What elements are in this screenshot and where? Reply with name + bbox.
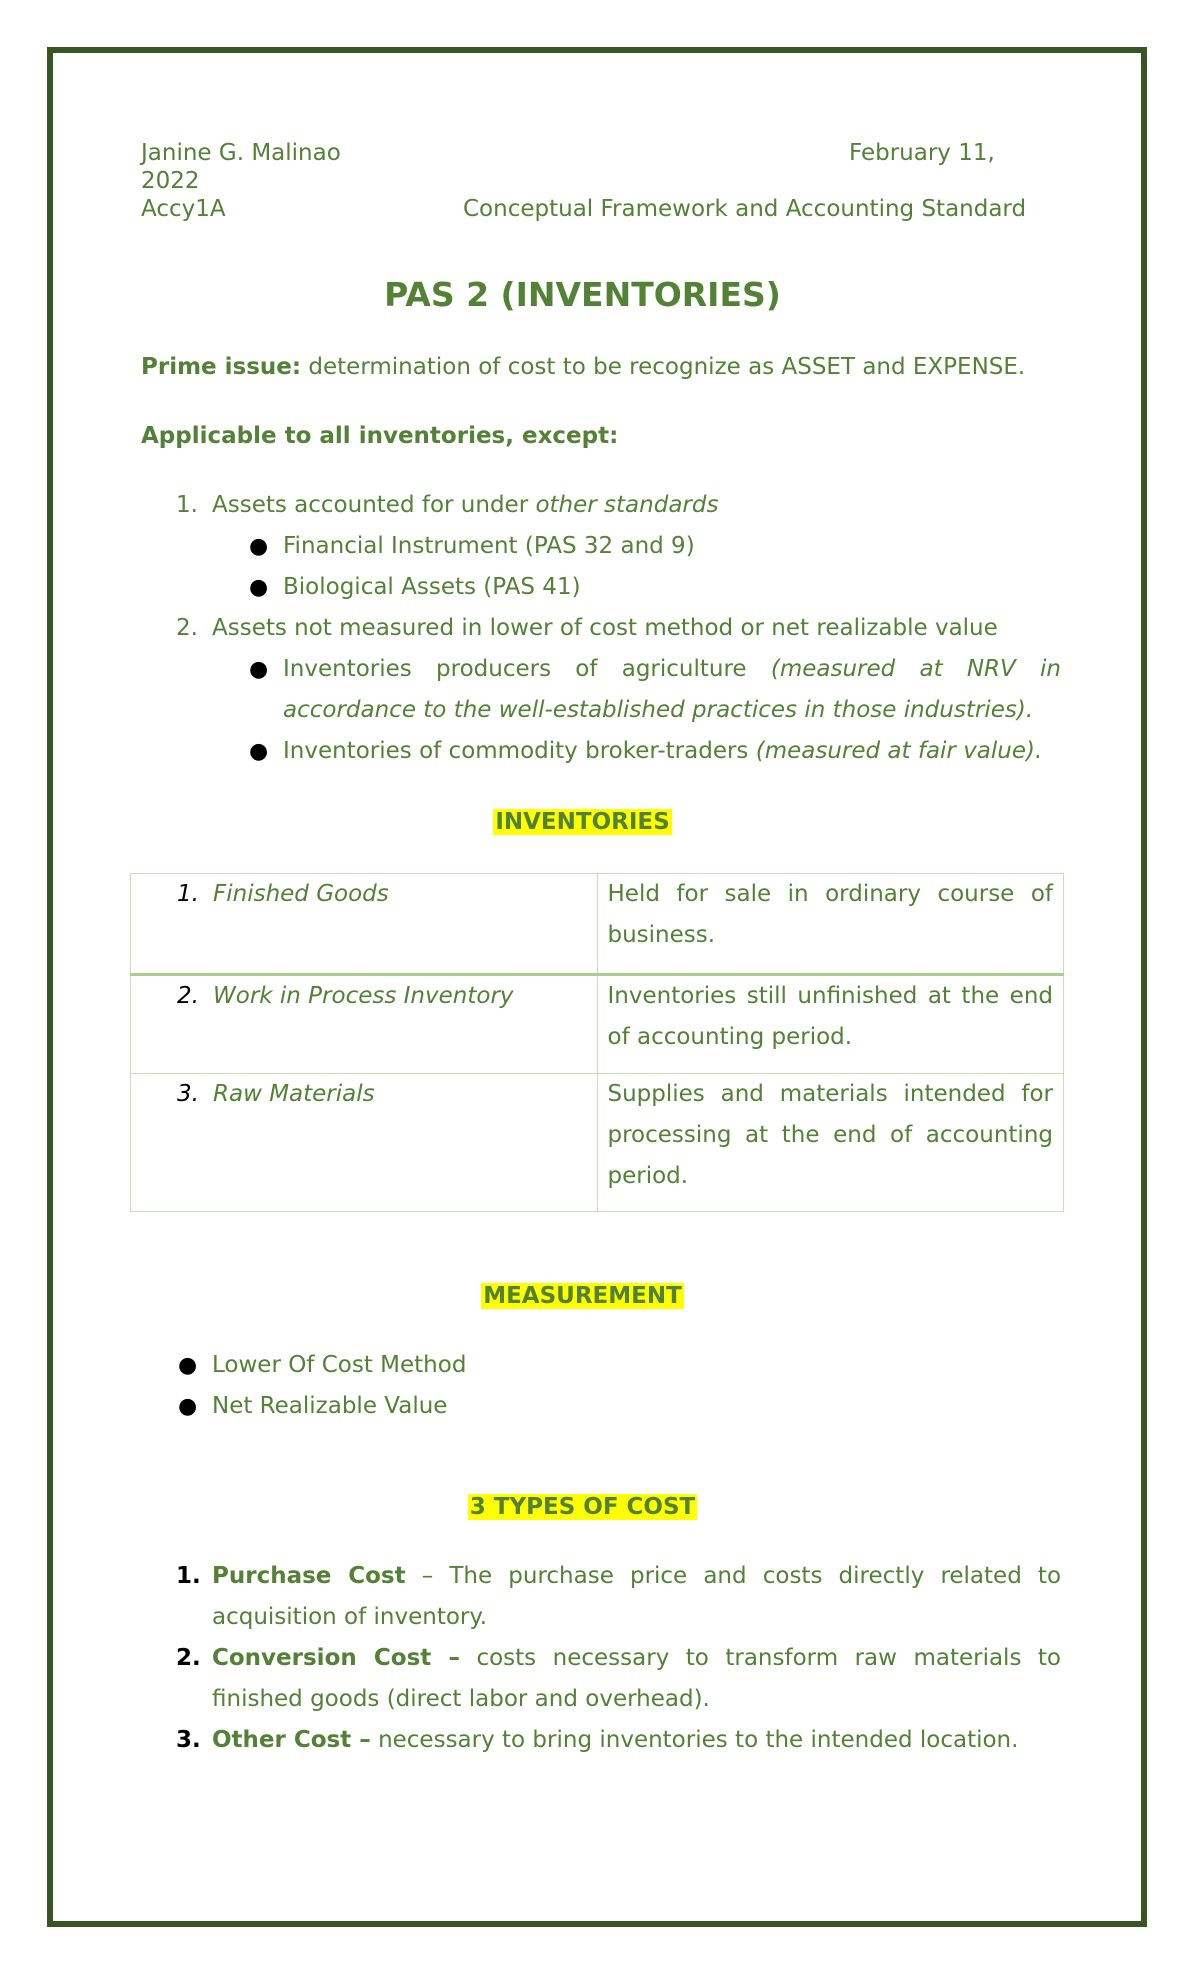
bullet-text: Biological Assets (PAS 41) xyxy=(283,574,581,600)
bullet-text: Inventories of commodity broker-traders xyxy=(283,738,756,764)
cost-types-heading xyxy=(104,1487,1061,1528)
inventory-type: Work in Process Inventory xyxy=(213,983,514,1009)
document-year: 2022 xyxy=(141,168,200,194)
cost-description: necessary to bring inventories to the intended location. xyxy=(378,1727,1019,1753)
list-item xyxy=(141,1345,1061,1386)
header-line-2 xyxy=(141,195,1061,223)
measurement-heading-text: MEASUREMENT xyxy=(483,1283,682,1309)
bullet-icon: ● xyxy=(249,657,269,682)
list-item-italic: other standards xyxy=(535,492,719,518)
list-item xyxy=(141,1720,1061,1761)
list-item xyxy=(141,1638,1061,1720)
table-row xyxy=(131,1074,1064,1212)
list-item-text: Assets not measured in lower of cost method or net realizable value xyxy=(212,615,998,641)
bullet-icon: ● xyxy=(178,1353,198,1378)
cost-name: Other Cost – xyxy=(212,1727,371,1753)
list-item xyxy=(141,567,1061,608)
cost-description: The purchase price and costs directly related to acquisition of inventory. xyxy=(212,1563,1062,1630)
list-item xyxy=(141,1556,1061,1638)
prime-issue-text: determination of cost to be recognize as ASSET and EXPENSE. xyxy=(301,354,1026,380)
bullet-text: Financial Instrument (PAS 32 and 9) xyxy=(283,533,695,559)
list-item xyxy=(141,526,1061,567)
inventory-description: Supplies and materials intended for processing at the end of accounting period. xyxy=(597,1074,1064,1212)
inventory-description: Held for sale in ordinary course of business. xyxy=(597,874,1064,975)
table-row xyxy=(131,874,1064,975)
bullet-icon: ● xyxy=(249,575,269,600)
cost-name: Purchase Cost xyxy=(212,1563,406,1589)
measurement-heading xyxy=(104,1276,1061,1317)
list-item xyxy=(141,485,1061,526)
inventories-heading-text: INVENTORIES xyxy=(495,809,670,835)
exceptions-list xyxy=(141,485,1061,772)
prime-issue-label: Prime issue: xyxy=(141,354,302,380)
bullet-icon: ● xyxy=(178,1394,198,1419)
inventory-type-cell xyxy=(131,975,598,1074)
cost-description: costs necessary to transform raw materials to finished goods (direct labor and overhead). xyxy=(212,1645,1062,1712)
document-body xyxy=(141,140,1061,1761)
bullet-italic: (measured at NRV in accordance to the well-established practices in those industries). xyxy=(283,656,1061,723)
bullet-italic: (measured at fair value). xyxy=(755,738,1043,764)
cost-separator xyxy=(371,1727,378,1753)
class-code: Accy1A xyxy=(141,196,226,222)
list-number: 1. xyxy=(176,1563,201,1589)
list-item-text: Assets accounted for under xyxy=(212,492,536,518)
author-name: Janine G. Malinao xyxy=(141,140,341,166)
course-title: Conceptual Framework and Accounting Standard xyxy=(463,196,1027,222)
inventory-type: Raw Materials xyxy=(213,1081,375,1107)
measurement-list xyxy=(141,1345,1061,1427)
list-number: 2. xyxy=(176,615,198,641)
cost-name: Conversion Cost – xyxy=(212,1645,460,1671)
inventory-type: Finished Goods xyxy=(213,881,389,907)
list-item xyxy=(141,608,1061,649)
inventory-type-cell xyxy=(131,1074,598,1212)
inventory-type-cell xyxy=(131,874,598,975)
document-title: PAS 2 (INVENTORIES) xyxy=(384,275,781,314)
header-line-1 xyxy=(141,140,1061,167)
document-date: February 11, xyxy=(849,140,995,166)
list-number: 3. xyxy=(176,1727,201,1753)
inventories-heading xyxy=(104,802,1061,843)
bullet-icon: ● xyxy=(249,534,269,559)
list-number: 2. xyxy=(176,1645,201,1671)
inventory-description: Inventories still unfinished at the end of accounting period. xyxy=(597,975,1064,1074)
cost-separator: – xyxy=(405,1563,450,1589)
table-row xyxy=(131,975,1064,1074)
cost-types-list xyxy=(141,1556,1061,1761)
applicable-heading: Applicable to all inventories, except: xyxy=(141,423,619,449)
inventories-table xyxy=(130,873,1064,1212)
prime-issue xyxy=(141,347,1061,388)
list-item xyxy=(141,731,1061,772)
bullet-icon: ● xyxy=(249,739,269,764)
measurement-method: Lower Of Cost Method xyxy=(212,1352,467,1378)
row-number: 1. xyxy=(177,881,199,907)
row-number: 3. xyxy=(177,1081,199,1107)
list-number: 1. xyxy=(176,492,198,518)
list-item xyxy=(141,1386,1061,1427)
measurement-method: Net Realizable Value xyxy=(212,1393,448,1419)
cost-separator xyxy=(460,1645,477,1671)
cost-types-heading-text: 3 TYPES OF COST xyxy=(469,1494,696,1520)
bullet-text: Inventories producers of agriculture xyxy=(283,656,771,682)
list-item xyxy=(141,649,1061,731)
row-number: 2. xyxy=(177,983,199,1009)
